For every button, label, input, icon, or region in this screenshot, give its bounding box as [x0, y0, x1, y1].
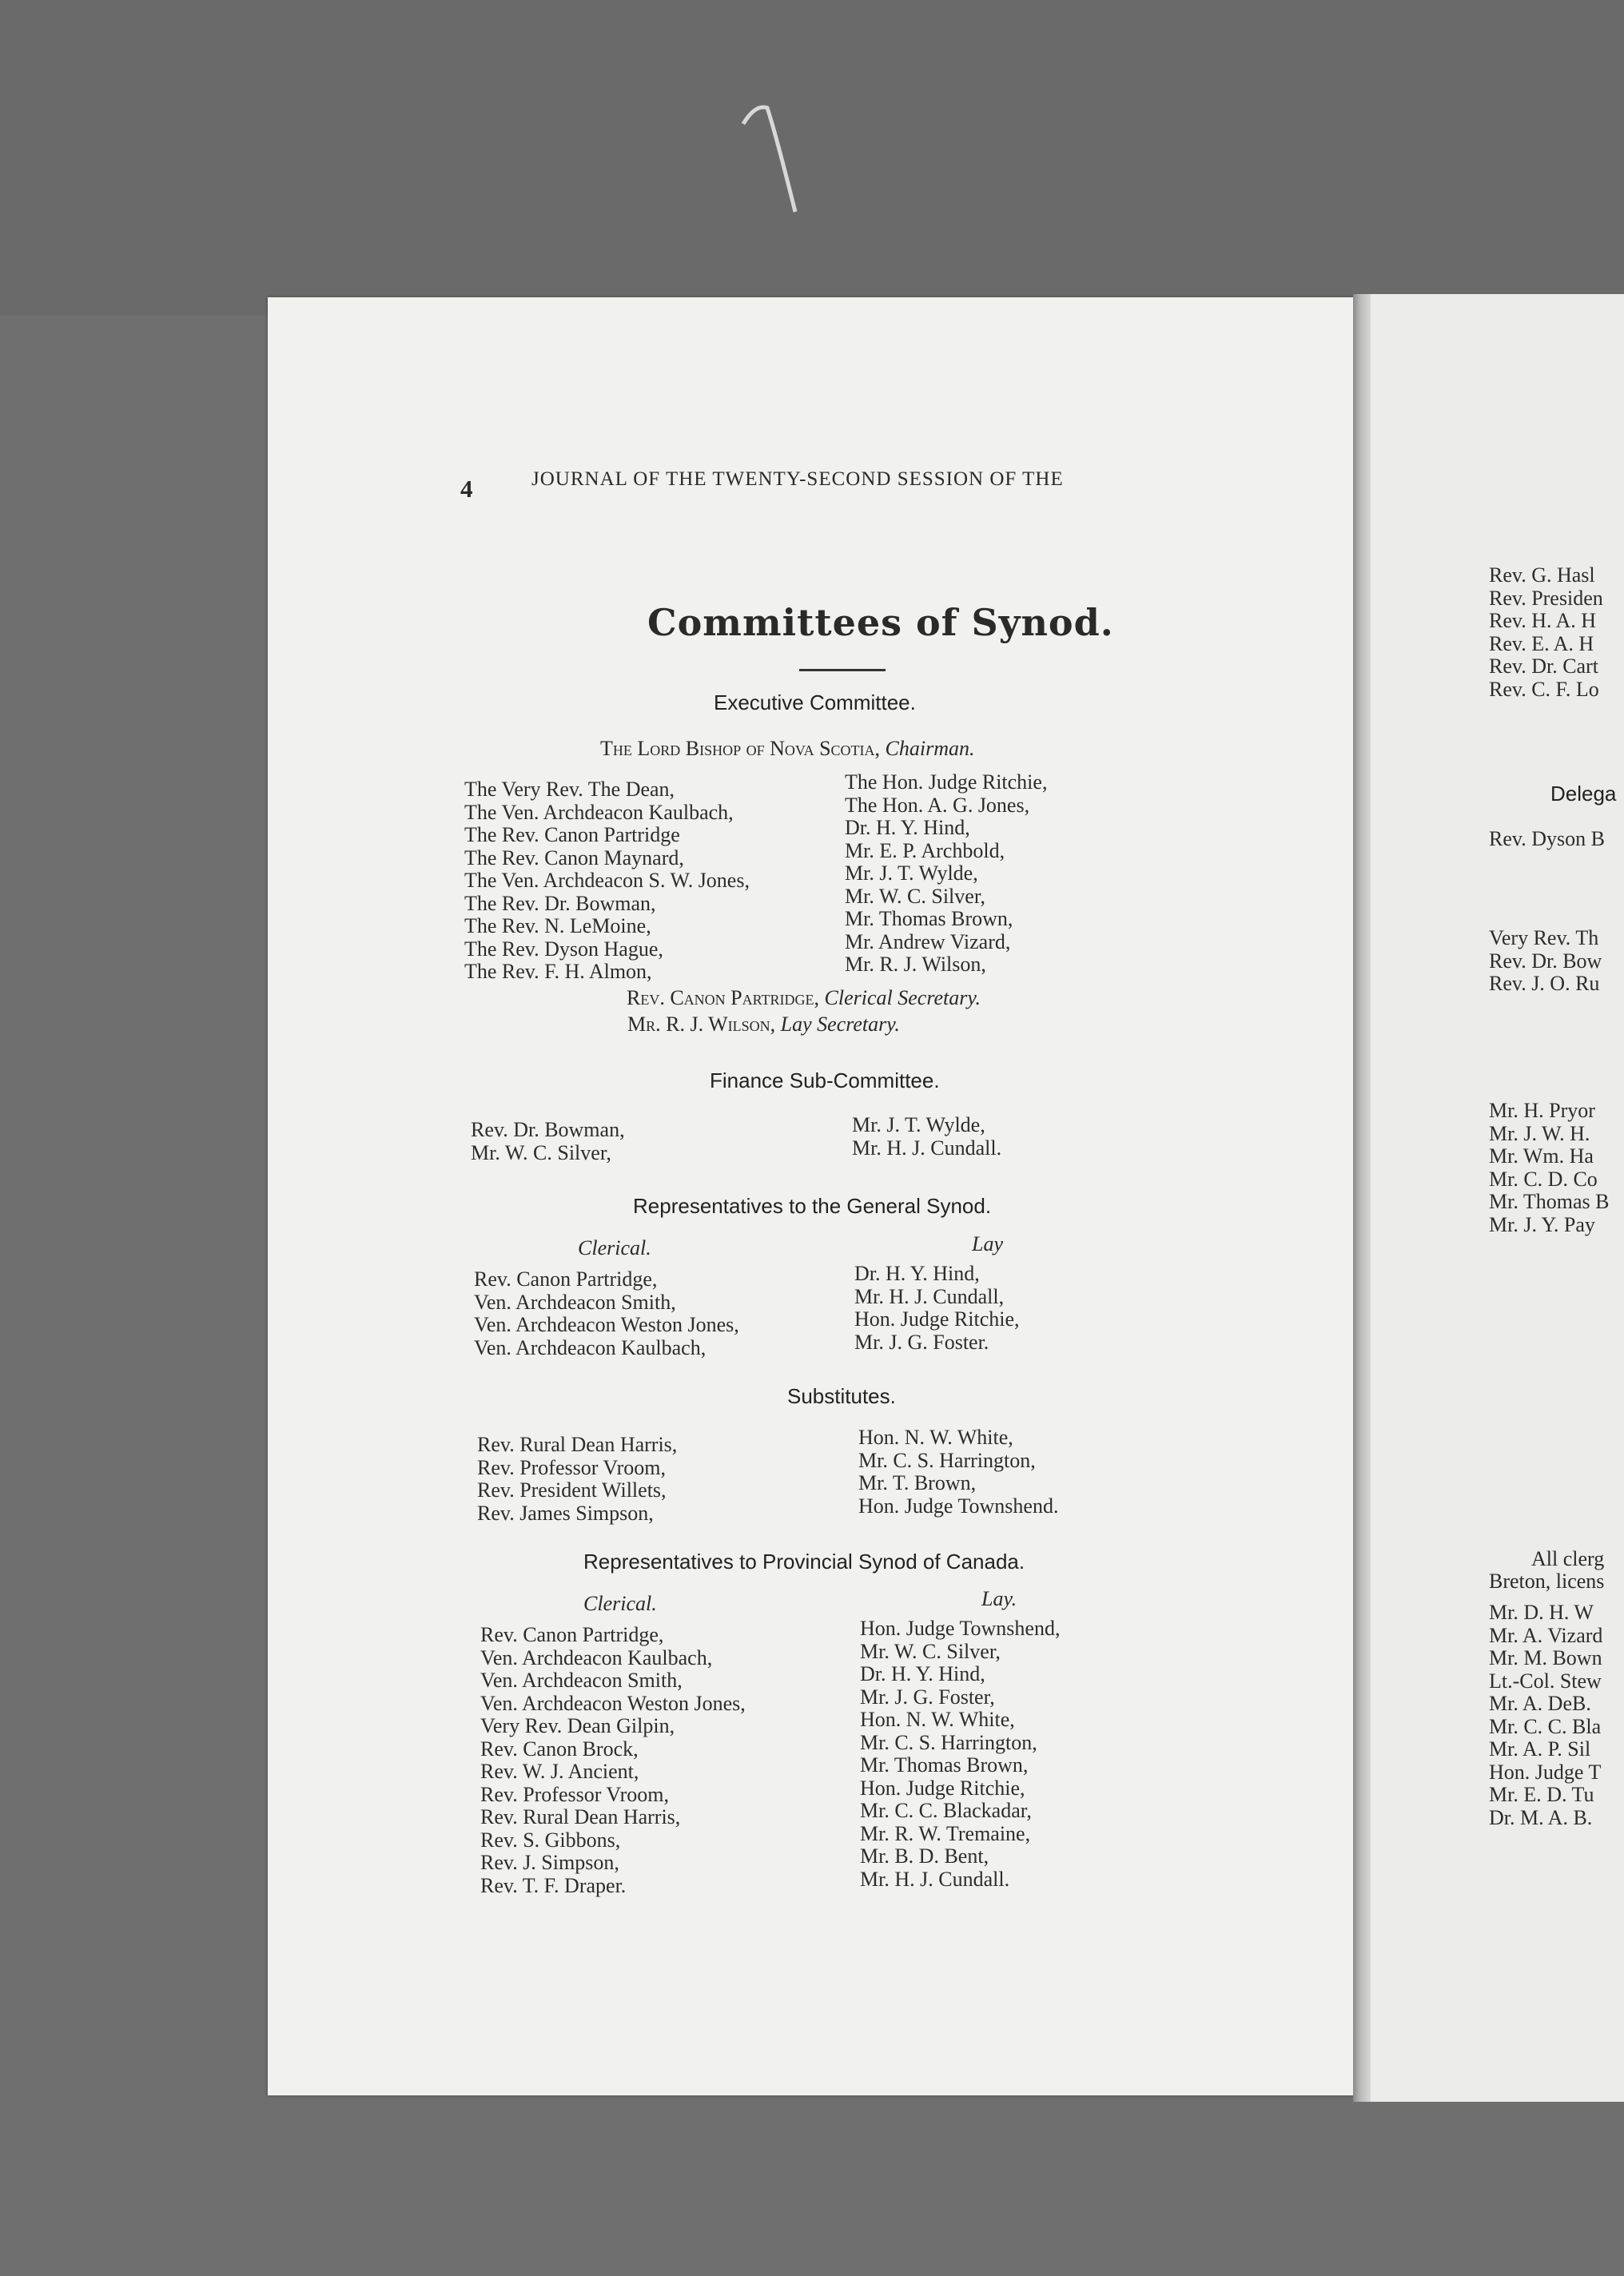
- provincial-lay-label: Lay.: [981, 1587, 1017, 1610]
- substitutes-left-column: [477, 1434, 677, 1525]
- left-page: [268, 297, 1355, 2095]
- list-item: Rev. E. A. H: [1489, 631, 1594, 655]
- book-gutter: [1353, 294, 1371, 2102]
- list-item: Mr. A. P. Sil: [1489, 1737, 1591, 1761]
- list-item: Mr. A. Vizard: [1489, 1623, 1603, 1647]
- list-item: Mr. C. S. Harrington,: [858, 1448, 1036, 1472]
- list-item: Mr. J. Y. Pay: [1489, 1212, 1595, 1236]
- list-item: Dr. H. Y. Hind,: [860, 1662, 985, 1685]
- right-paragraph-line-2: Breton, licens: [1489, 1570, 1605, 1593]
- list-item: Dr. M. A. B.: [1489, 1805, 1593, 1829]
- list-item: Mr. B. D. Bent,: [860, 1844, 989, 1868]
- executive-chair: [600, 737, 975, 761]
- list-item: Mr. C. D. Co: [1489, 1167, 1598, 1191]
- lay-secretary-name: Mr. R. J. Wilson,: [627, 1013, 776, 1036]
- list-item: Rev. Dr. Cart: [1489, 655, 1598, 678]
- list-item: Mr. H. J. Cundall.: [852, 1136, 1002, 1160]
- list-item: Hon. Judge Ritchie,: [854, 1307, 1020, 1331]
- list-item: Rev. G. Hasl: [1489, 563, 1595, 587]
- chair-name: The Lord Bishop of Nova Scotia,: [600, 737, 881, 760]
- list-item: Rev. Dr. Bowman,: [471, 1118, 625, 1141]
- list-item: Mr. H. J. Cundall.: [860, 1867, 1010, 1891]
- list-item: Rev. Presiden: [1489, 586, 1603, 610]
- right-paragraph-line-1: All clerg: [1531, 1547, 1605, 1570]
- list-item: Mr. C. S. Harrington,: [860, 1730, 1037, 1754]
- list-item: Rev. H. A. H: [1489, 609, 1597, 632]
- substitutes-right-column: [858, 1426, 1058, 1518]
- list-item: Mr. R. W. Tremaine,: [860, 1821, 1031, 1845]
- list-item: The Hon. A. G. Jones,: [845, 793, 1030, 817]
- list-item: Ven. Archdeacon Weston Jones,: [480, 1691, 746, 1715]
- list-item: Mr. C. C. Blackadar,: [860, 1799, 1032, 1822]
- right-page: [1371, 294, 1624, 2102]
- list-item: Mr. A. DeB.: [1489, 1692, 1591, 1715]
- provincial-synod-heading: Representatives to Provincial Synod of Canada.: [583, 1550, 1025, 1574]
- general-lay-label: Lay: [972, 1232, 1003, 1255]
- list-item: Rev. T. F. Draper.: [480, 1873, 627, 1897]
- list-item: Rev. Canon Partridge,: [480, 1623, 664, 1646]
- right-block-4: [1489, 1100, 1609, 1236]
- title-rule: [799, 669, 886, 671]
- list-item: The Very Rev. The Dean,: [464, 778, 675, 801]
- general-right-column: [854, 1263, 1020, 1354]
- list-item: Rev. S. Gibbons,: [480, 1828, 621, 1852]
- list-item: Mr. J. G. Foster,: [860, 1685, 995, 1709]
- list-item: Mr. D. H. W: [1489, 1601, 1594, 1624]
- lay-secretary-role: Lay Secretary.: [780, 1013, 900, 1036]
- list-item: Rev. Dyson B: [1489, 827, 1605, 850]
- paper-hook-mark: [739, 100, 819, 220]
- list-item: Rev. James Simpson,: [477, 1501, 654, 1525]
- list-item: Mr. T. Brown,: [858, 1471, 977, 1494]
- executive-heading: Executive Committee.: [714, 690, 916, 714]
- list-item: Mr. J. W. H.: [1489, 1121, 1590, 1145]
- list-item: Mr. J. T. Wylde,: [852, 1113, 985, 1136]
- list-item: Mr. J. G. Foster.: [854, 1330, 989, 1354]
- executive-right-column: [845, 771, 1047, 977]
- list-item: Mr. R. J. Wilson,: [845, 953, 986, 976]
- list-item: Dr. H. Y. Hind,: [845, 816, 970, 839]
- list-item: The Rev. F. H. Almon,: [464, 960, 652, 983]
- list-item: Ven. Archdeacon Smith,: [480, 1669, 683, 1692]
- list-item: Mr. W. C. Silver,: [845, 884, 985, 908]
- list-item: Ven. Archdeacon Smith,: [474, 1290, 676, 1314]
- list-item: The Rev. Canon Partridge: [464, 823, 680, 846]
- list-item: Very Rev. Th: [1489, 926, 1599, 949]
- finance-heading: Finance Sub-Committee.: [710, 1068, 940, 1092]
- list-item: Rev. Rural Dean Harris,: [480, 1805, 681, 1828]
- list-item: Mr. Thomas Brown,: [845, 907, 1013, 930]
- list-item: Mr. Andrew Vizard,: [845, 929, 1011, 953]
- finance-left-column: [471, 1119, 625, 1164]
- list-item: Ven. Archdeacon Kaulbach,: [480, 1645, 713, 1669]
- clerical-secretary-role: Clerical Secretary.: [824, 986, 981, 1009]
- list-item: Hon. Judge Ritchie,: [860, 1776, 1025, 1800]
- list-item: Dr. H. Y. Hind,: [854, 1262, 980, 1285]
- list-item: Rev. Rural Dean Harris,: [477, 1433, 678, 1456]
- list-item: Mr. E. D. Tu: [1489, 1783, 1594, 1806]
- list-item: Mr. Wm. Ha: [1489, 1144, 1594, 1168]
- list-item: Ven. Archdeacon Weston Jones,: [474, 1313, 739, 1336]
- list-item: Mr. E. P. Archbold,: [845, 838, 1005, 862]
- list-item: Rev. Professor Vroom,: [477, 1455, 667, 1479]
- list-item: Rev. J. Simpson,: [480, 1851, 619, 1874]
- right-block-1: [1489, 564, 1603, 701]
- provincial-right-column: [860, 1617, 1060, 1891]
- general-left-column: [474, 1268, 739, 1359]
- right-block-3: [1489, 927, 1602, 996]
- list-item: Rev. Professor Vroom,: [480, 1782, 670, 1806]
- list-item: Mr. W. C. Silver,: [471, 1140, 611, 1164]
- page-title: Committees of Synod.: [647, 601, 1114, 644]
- finance-right-column: [852, 1114, 1001, 1160]
- clerical-secretary: [627, 986, 981, 1010]
- list-item: Very Rev. Dean Gilpin,: [480, 1714, 675, 1737]
- list-item: The Ven. Archdeacon S. W. Jones,: [464, 869, 750, 892]
- right-block-5: [1489, 1602, 1602, 1829]
- list-item: Lt.-Col. Stew: [1489, 1669, 1602, 1693]
- list-item: Rev. J. O. Ru: [1489, 972, 1600, 995]
- list-item: Rev. W. J. Ancient,: [480, 1760, 639, 1783]
- list-item: Mr. H. J. Cundall,: [854, 1284, 1005, 1308]
- provincial-clerical-label: Clerical.: [583, 1592, 657, 1615]
- list-item: Mr. Thomas B: [1489, 1190, 1610, 1213]
- list-item: The Rev. Dyson Hague,: [464, 937, 663, 961]
- general-synod-heading: Representatives to the General Synod.: [633, 1194, 992, 1218]
- substitutes-heading: Substitutes.: [787, 1384, 896, 1408]
- list-item: The Rev. Canon Maynard,: [464, 846, 684, 869]
- list-item: Rev. C. F. Lo: [1489, 677, 1599, 701]
- page-number: 4: [460, 475, 473, 503]
- lay-secretary: [627, 1013, 900, 1037]
- list-item: Mr. M. Bown: [1489, 1646, 1602, 1669]
- list-item: The Rev. Dr. Bowman,: [464, 891, 656, 915]
- list-item: Rev. Canon Brock,: [480, 1737, 639, 1761]
- list-item: Mr. Thomas Brown,: [860, 1753, 1029, 1777]
- right-heading-fragment: Delega: [1550, 782, 1617, 806]
- list-item: Rev. Canon Partridge,: [474, 1267, 658, 1291]
- list-item: Hon. Judge Townshend.: [858, 1494, 1059, 1518]
- list-item: The Ven. Archdeacon Kaulbach,: [464, 800, 734, 824]
- list-item: Hon. N. W. White,: [860, 1708, 1015, 1731]
- provincial-left-column: [480, 1624, 746, 1897]
- list-item: Mr. J. T. Wylde,: [845, 861, 978, 885]
- list-item: The Rev. N. LeMoine,: [464, 914, 651, 937]
- list-item: Hon. Judge T: [1489, 1760, 1602, 1784]
- general-clerical-label: Clerical.: [578, 1236, 651, 1259]
- list-item: Rev. Dr. Bow: [1489, 949, 1602, 973]
- right-block-2: [1489, 828, 1605, 851]
- executive-left-column: [464, 778, 750, 984]
- chair-role: Chairman.: [885, 737, 975, 760]
- running-head: JOURNAL OF THE TWENTY-SECOND SESSION OF THE: [531, 468, 1064, 490]
- list-item: Hon. Judge Townshend,: [860, 1617, 1061, 1640]
- clerical-secretary-name: Rev. Canon Partridge,: [627, 986, 820, 1009]
- list-item: Mr. W. C. Silver,: [860, 1639, 1001, 1663]
- list-item: Rev. President Willets,: [477, 1478, 667, 1502]
- list-item: The Hon. Judge Ritchie,: [845, 770, 1048, 794]
- list-item: Mr. C. C. Bla: [1489, 1714, 1602, 1738]
- list-item: Mr. H. Pryor: [1489, 1099, 1595, 1122]
- list-item: Hon. N. W. White,: [858, 1426, 1013, 1449]
- list-item: Ven. Archdeacon Kaulbach,: [474, 1335, 707, 1359]
